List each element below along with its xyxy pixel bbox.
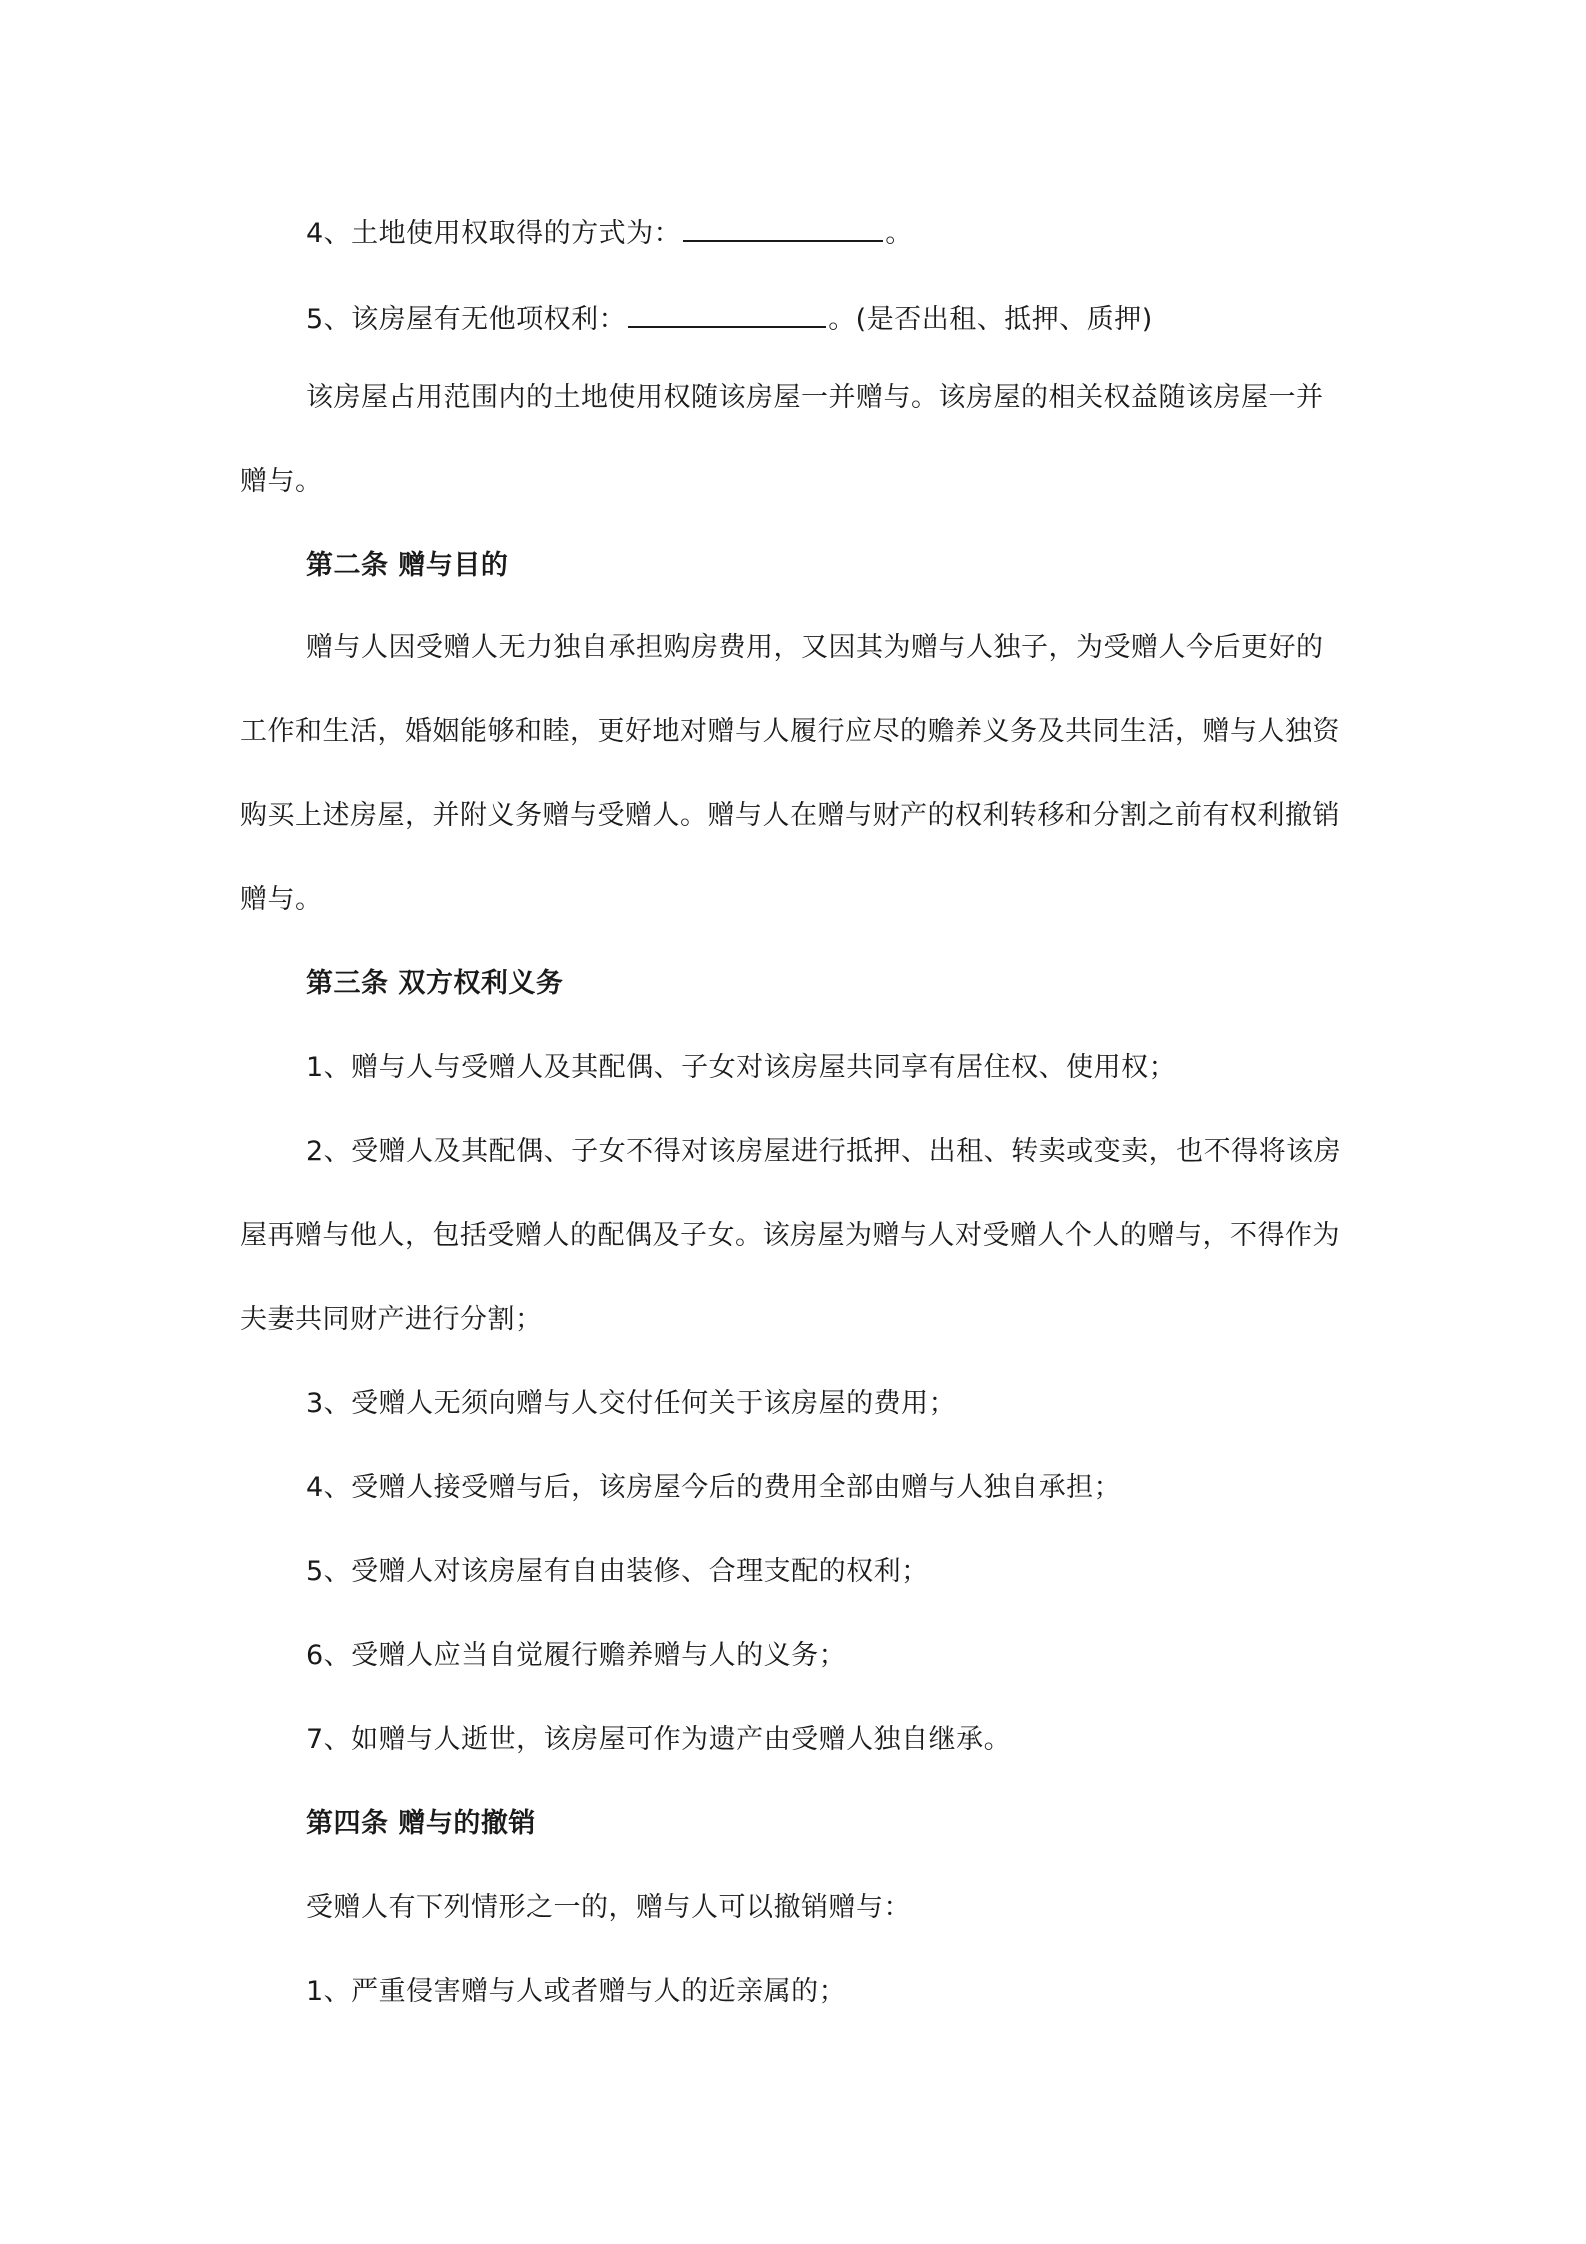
land-paragraph-line-2: 赠与。 (240, 466, 323, 497)
article-4-item-1: 1、严重侵害赠与人或者赠与人的近亲属的； (306, 1976, 847, 2007)
item-4-land-use-method (306, 210, 1360, 254)
article-3-item-2-line-1: 2、受赠人及其配偶、子女不得对该房屋进行抵押、出租、转卖或变卖，也不得将该房 (306, 1136, 1342, 1167)
article-2-heading: 第二条 赠与目的 (306, 550, 509, 581)
article-3-item-1: 1、赠与人与受赠人及其配偶、子女对该房屋共同享有居住权、使用权； (306, 1052, 1177, 1083)
article-3-item-4: 4、受赠人接受赠与后，该房屋今后的费用全部由赠与人独自承担； (306, 1472, 1122, 1503)
article-2-line-2: 工作和生活，婚姻能够和睦，更好地对赠与人履行应尽的赡养义务及共同生活，赠与人独资 (240, 716, 1340, 747)
article-3-item-2-line-3: 夫妻共同财产进行分割； (240, 1304, 543, 1335)
item-5-blank-field (628, 296, 826, 328)
article-3-item-5: 5、受赠人对该房屋有自由装修、合理支配的权利； (306, 1556, 929, 1587)
item-5-other-rights (306, 296, 1360, 340)
item-4-blank-field (683, 210, 883, 242)
item-4-suffix: 。 (885, 218, 913, 249)
land-paragraph-line-1: 该房屋占用范围内的土地使用权随该房屋一并赠与。该房屋的相关权益随该房屋一并 (306, 382, 1324, 413)
article-2-line-3: 购买上述房屋，并附义务赠与受赠人。赠与人在赠与财产的权利转移和分割之前有权利撤销 (240, 800, 1340, 831)
article-3-item-7: 7、如赠与人逝世，该房屋可作为遗产由受赠人独自继承。 (306, 1724, 1012, 1755)
item-5-text: 5、该房屋有无他项权利： (306, 304, 627, 335)
item-4-text: 4、土地使用权取得的方式为： (306, 218, 682, 249)
article-4-intro: 受赠人有下列情形之一的，赠与人可以撤销赠与： (306, 1892, 911, 1923)
article-3-item-6: 6、受赠人应当自觉履行赡养赠与人的义务； (306, 1640, 847, 1671)
article-2-line-1: 赠与人因受赠人无力独自承担购房费用，又因其为赠与人独子，为受赠人今后更好的 (306, 632, 1324, 663)
item-5-suffix: 。(是否出租、抵押、质押) (828, 304, 1153, 335)
article-3-item-3: 3、受赠人无须向赠与人交付任何关于该房屋的费用； (306, 1388, 957, 1419)
article-2-line-4: 赠与。 (240, 884, 323, 915)
article-4-heading: 第四条 赠与的撤销 (306, 1808, 536, 1839)
article-3-item-2-line-2: 屋再赠与他人，包括受赠人的配偶及子女。该房屋为赠与人对受赠人个人的赠与，不得作为 (240, 1220, 1340, 1251)
article-3-heading: 第三条 双方权利义务 (306, 968, 564, 999)
